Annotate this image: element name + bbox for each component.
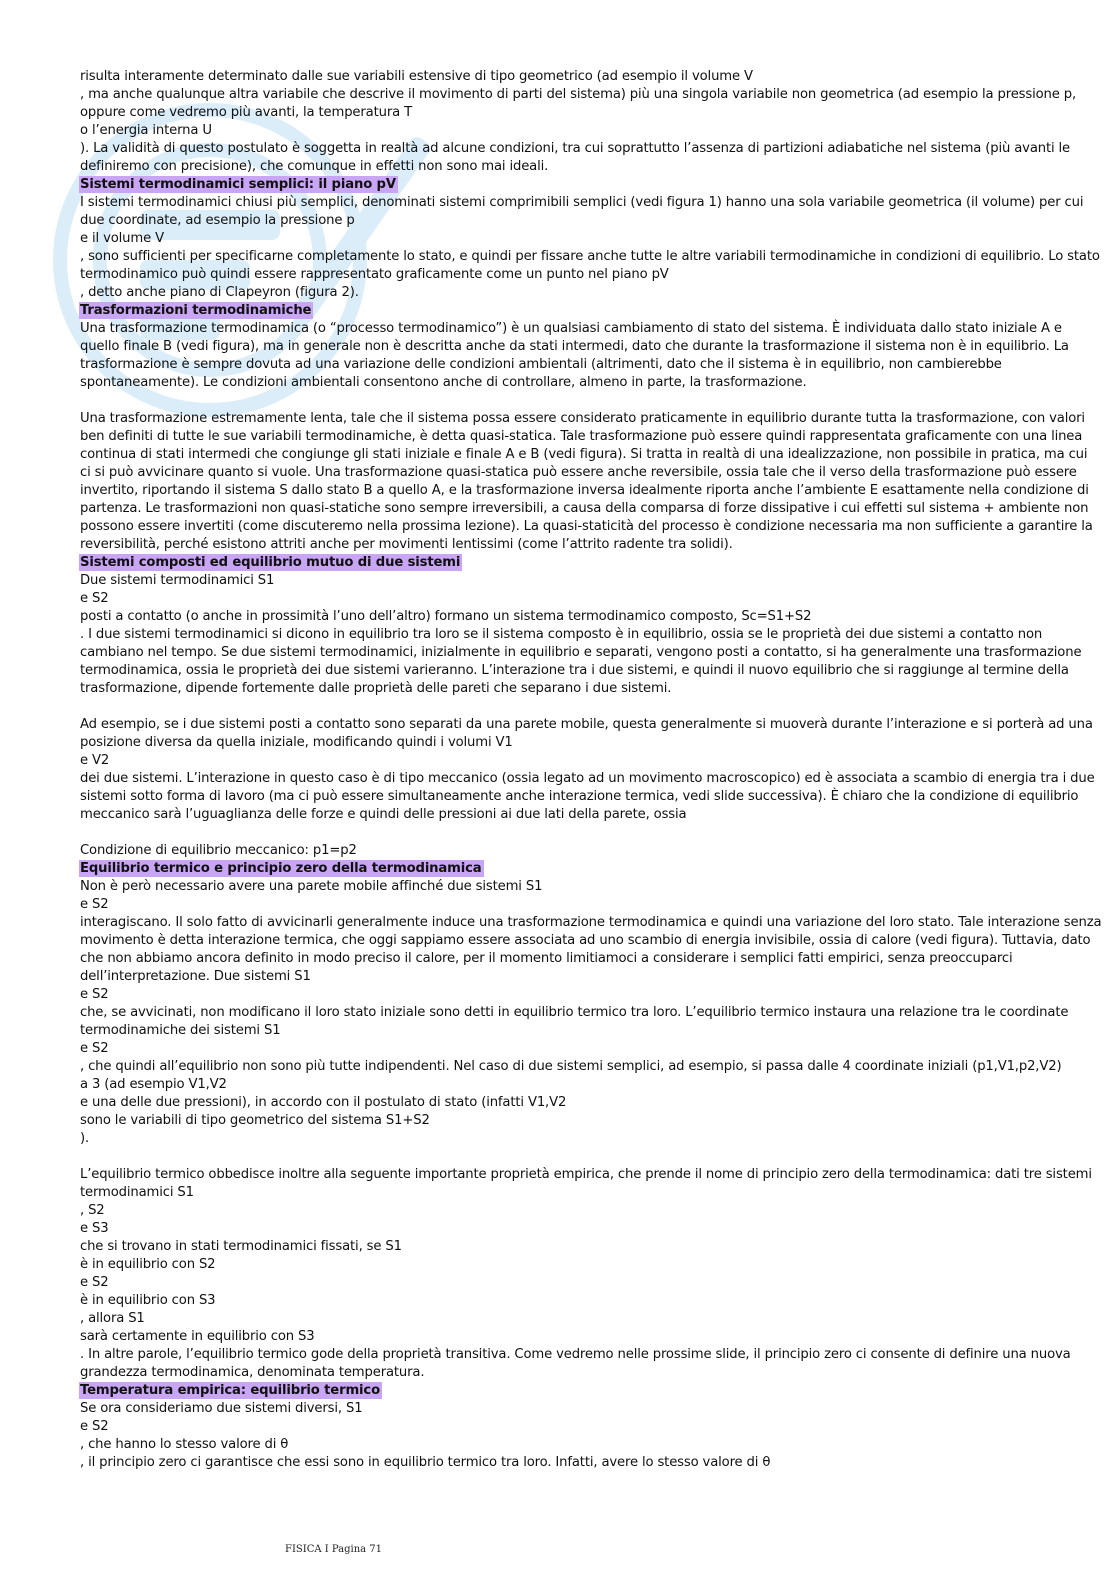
text-line: , S2 — [80, 1203, 105, 1218]
section-heading-sistemi-semplici: Sistemi termodinamici semplici: il piano pV — [80, 177, 396, 192]
text-line: è in equilibrio con S2 — [80, 1257, 216, 1272]
equation-line: Condizione di equilibrio meccanico: p1=p2 — [80, 843, 357, 858]
text-line: e S2 — [80, 1419, 109, 1434]
document-body — [80, 68, 1102, 1472]
text-line: Non è però necessario avere una parete mobile affinché due sistemi S1 — [80, 879, 543, 894]
section-heading-temperatura-empirica: Temperatura empirica: equilibrio termico — [80, 1383, 380, 1398]
text-line: , il principio zero ci garantisce che essi sono in equilibrio termico tra loro. Infatti, avere lo stesso valore di θ — [80, 1455, 771, 1470]
section-heading-equilibrio-termico: Equilibrio termico e principio zero della termodinamica — [80, 861, 482, 876]
page-footer: FISICA I Pagina 71 — [285, 1544, 383, 1555]
paragraph: L’equilibrio termico obbedisce inoltre alla seguente importante proprietà empirica, che prende il nome di principio zero della termodinamica: dati tre sistemi termodinamici S1 — [80, 1167, 1092, 1200]
text-line: , detto anche piano di Clapeyron (figura 2). — [80, 285, 359, 300]
text-line: , ma anche qualunque altra variabile che descrive il movimento di parti del sistema) più una singola variabile non geometrica (ad esempio la pressione p, oppure come vedremo più avanti, la temperatura T — [80, 87, 1077, 120]
paragraph: che, se avvicinati, non modificano il loro stato iniziale sono detti in equilibrio termico tra loro. L’equilibrio termico instaura una relazione tra le coordinate termodinamiche dei sistemi S1 — [80, 1005, 1069, 1038]
paragraph: interagiscano. Il solo fatto di avvicinarli generalmente induce una trasformazione termodinamica e quindi una variazione del loro stato. Tale interazione senza movimento è detta interazione termica, che oggi sappiamo essere associata ad uno scambio di energia invisibile, ossia di calore (vedi figura). Tuttavia, dato che non abbiamo ancora definito in modo preciso il calore, per il momento limitiamoci a considerare i semplici fatti empirici, senza preoccuparci dell’interpretazione. Due sistemi S1 — [80, 915, 1102, 984]
text-line: Se ora consideriamo due sistemi diversi, S1 — [80, 1401, 363, 1416]
text-line: e il volume V — [80, 231, 164, 246]
paragraph: Una trasformazione termodinamica (o “processo termodinamico”) è un qualsiasi cambiamento di stato del sistema. È individuata dallo stato iniziale A e quello finale B (vedi figura), ma in generale non è descritta anche da stati intermedi, dato che durante la trasformazione il sistema non è in equilibrio. La trasformazione è sempre dovuta ad una variazione delle condizioni ambientali (altrimenti, dato che il sistema è in equilibrio, non cambierebbe spontaneamente). Le condizioni ambientali consentono anche di controllare, almeno in parte, la trasformazione. — [80, 321, 1069, 390]
text-line: sarà certamente in equilibrio con S3 — [80, 1329, 315, 1344]
paragraph: , che quindi all’equilibrio non sono più tutte indipendenti. Nel caso di due sistemi semplici, ad esempio, si passa dalle 4 coordinate iniziali (p1,V1,p2,V2) — [80, 1059, 1062, 1074]
text-line: e V2 — [80, 753, 110, 768]
text-line: sono le variabili di tipo geometrico del sistema S1+S2 — [80, 1113, 430, 1128]
paragraph: Ad esempio, se i due sistemi posti a contatto sono separati da una parete mobile, questa generalmente si muoverà durante l’interazione e si porterà ad una posizione diversa da quella iniziale, modificando quindi i volumi V1 — [80, 717, 1093, 750]
text-line: posti a contatto (o anche in prossimità l’uno dell’altro) formano un sistema termodinamico composto, Sc=S1+S2 — [80, 609, 812, 624]
text-line: ). — [80, 1131, 90, 1146]
text-line: ). La validità di questo postulato è soggetta in realtà ad alcune condizioni, tra cui soprattutto l’assenza di partizioni adiabatiche nel sistema (più avanti le definiremo con precisione), che comunque in effetti non sono mai ideali. — [80, 141, 1071, 174]
text-line: e S2 — [80, 897, 109, 912]
section-heading-trasformazioni: Trasformazioni termodinamiche — [80, 303, 312, 318]
text-line: , che hanno lo stesso valore di θ — [80, 1437, 289, 1452]
text-line: , allora S1 — [80, 1311, 145, 1326]
text-line: e S2 — [80, 591, 109, 606]
text-line: o l’energia interna U — [80, 123, 212, 138]
text-line: a 3 (ad esempio V1,V2 — [80, 1077, 227, 1092]
paragraph: Una trasformazione estremamente lenta, tale che il sistema possa essere considerato praticamente in equilibrio durante tutta la trasformazione, con valori ben definiti di tutte le sue variabili termodinamiche, è detta quasi-statica. Tale trasformazione può essere quindi rappresentata graficamente con una linea continua di stati intermedi che congiunge gli stati iniziale e finale A e B (vedi figura). Si tratta in realtà di una idealizzazione, non possibile in pratica, ma cui ci si può avvicinare quanto si vuole. Una trasformazione quasi-statica può essere anche reversibile, ossia tale che il verso della trasformazione può essere invertito, riportando il sistema S dallo stato B a quello A, e la trasformazione inversa idealmente riporta anche l’ambiente E esattamente nella condizione di partenza. Le trasformazioni non quasi-statiche sono sempre irreversibili, a causa della comparsa di forze dissipative i cui effetti sul sistema + ambiente non possono essere invertiti (come discuteremo nella prossima lezione). La quasi-staticità del processo è condizione necessaria ma non sufficiente a garantire la reversibilità, perché esistono attriti anche per movimenti lentissimi (come l’attrito radente tra solidi). — [80, 411, 1093, 552]
text-line: e una delle due pressioni), in accordo con il postulato di stato (infatti V1,V2 — [80, 1095, 567, 1110]
text-line: e S2 — [80, 987, 109, 1002]
section-heading-sistemi-composti: Sistemi composti ed equilibrio mutuo di due sistemi — [80, 555, 461, 570]
text-line: e S3 — [80, 1221, 109, 1236]
text-line: I sistemi termodinamici chiusi più semplici, denominati sistemi comprimibili semplici (vedi figura 1) hanno una sola variabile geometrica (il volume) per cui due coordinate, ad esempio la pressione p — [80, 195, 1084, 228]
text-line: risulta interamente determinato dalle sue variabili estensive di tipo geometrico (ad esempio il volume V — [80, 69, 753, 84]
text-line: e S2 — [80, 1275, 109, 1290]
text-line: è in equilibrio con S3 — [80, 1293, 216, 1308]
paragraph: . In altre parole, l’equilibrio termico gode della proprietà transitiva. Come vedremo nelle prossime slide, il principio zero ci consente di definire una nuova grandezza termodinamica, denominata temperatura. — [80, 1347, 1071, 1380]
paragraph: . I due sistemi termodinamici si dicono in equilibrio tra loro se il sistema composto è in equilibrio, ossia se le proprietà dei due sistemi a contatto non cambiano nel tempo. Se due sistemi termodinamici, inizialmente in equilibrio e separati, vengono posti a contatto, si ha generalmente una trasformazione termodinamica, ossia le proprietà dei due sistemi varieranno. L’interazione tra i due sistemi, e quindi il nuovo equilibrio che si raggiunge al termine della trasformazione, dipende fortemente dalle proprietà delle pareti che separano i due sistemi. — [80, 627, 1082, 696]
paragraph: dei due sistemi. L’interazione in questo caso è di tipo meccanico (ossia legato ad un movimento macroscopico) ed è associata a scambio di energia tra i due sistemi sotto forma di lavoro (ma ci può essere simultaneamente anche interazione termica, vedi slide successiva). È chiaro che la condizione di equilibrio meccanico sarà l’uguaglianza delle forze e quindi delle pressioni ai due lati della parete, ossia — [80, 771, 1095, 822]
text-line: e S2 — [80, 1041, 109, 1056]
text-line: Due sistemi termodinamici S1 — [80, 573, 275, 588]
text-line: che si trovano in stati termodinamici fissati, se S1 — [80, 1239, 402, 1254]
text-line: , sono sufficienti per specificarne completamente lo stato, e quindi per fissare anche tutte le altre variabili termodinamiche in condizioni di equilibrio. Lo stato termodinamico può quindi essere rappresentato graficamente come un punto nel piano pV — [80, 249, 1100, 282]
